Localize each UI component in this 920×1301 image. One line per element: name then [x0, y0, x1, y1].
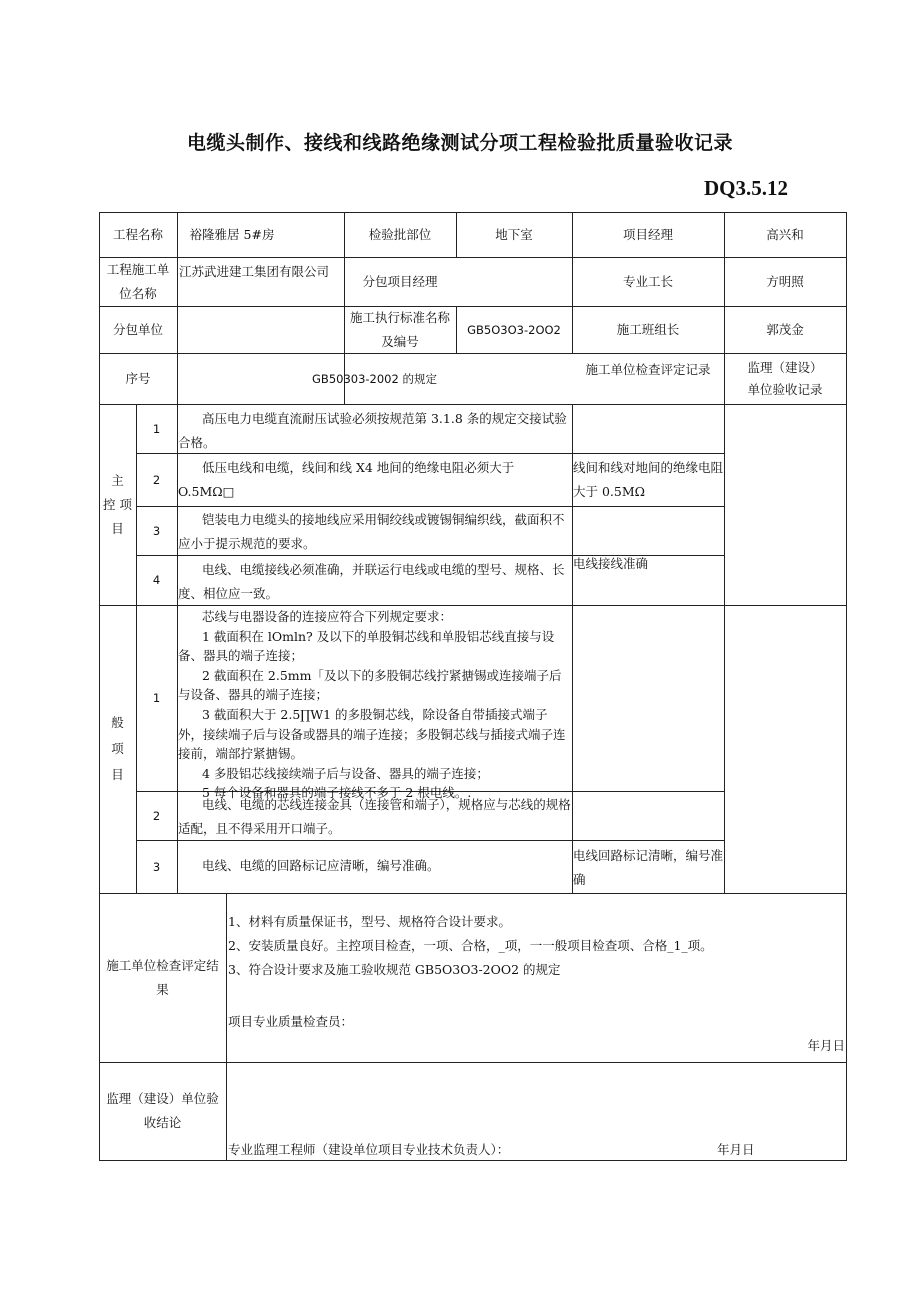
general-item-line: 4 多股铝芯线接续端子后与设备、器具的端子连接；: [202, 765, 489, 781]
document-code: DQ3.5.12: [704, 176, 788, 200]
general-item-line: 5 每个设备和器具的端子接线不多于 2 根电线。.: [202, 785, 472, 801]
general-item-line: 2 截面积在 2.5mm「及以下的多股铜芯线拧紧搪锡或连接端子后与设备、器具的端子连接；: [178, 667, 562, 703]
construction-check-header: 施工单位检查评定记录: [585, 362, 711, 377]
project-name: 裕隆雅居 5#房: [189, 226, 275, 242]
subcontractor: [177, 306, 344, 353]
main-item-no: 2: [152, 472, 161, 487]
main-item-text: 铠装电力电缆头的接地线应采用铜绞线或镀锡铜编织线，截面积不应小于提示规范的要求。: [178, 512, 565, 551]
general-item-line: 芯线与电器设备的连接应符合下列规定要求：: [202, 609, 453, 624]
sub-pm-label: 分包项目经理: [362, 273, 438, 289]
main-control-label: 主 控 项 目: [103, 472, 132, 536]
general-item-line: 3 截面积大于 2.5∏W1 的多股铜芯线，除设备自带插接式端子外，接续端子后与设备或器具的端子连接；多股铜芯线与插接式端子连接前，端部拧紧搪锡。: [178, 706, 566, 762]
inspect-part-label: 检验批部位: [368, 226, 432, 242]
grid-line: [136, 506, 724, 507]
general-item-text: 电线、电缆的回路标记应清晰，编号准确。: [202, 858, 440, 873]
general-item-no: 2: [152, 808, 161, 823]
grid-line: [226, 893, 227, 1160]
pm-label: 项目经理: [622, 226, 673, 242]
construction-result-date: 年月日: [807, 1038, 845, 1053]
project-name-label: 工程名称: [112, 226, 163, 242]
team-leader-label: 施工班组长: [616, 321, 680, 337]
main-item-record: 电线接线准确: [573, 556, 649, 571]
standard-label: 施工执行标准名称及编号: [349, 309, 450, 349]
subcontractor-label: 分包单位: [112, 321, 163, 337]
construction-result-body: [228, 910, 843, 982]
construction-result-label: 施工单位检查评定结果: [106, 957, 219, 997]
construction-result-line: 2、安装质量良好。主控项目检查，一项、合格，_项，一一般项目检查项、合格_1_项。: [228, 938, 713, 953]
general-item-no: 1: [152, 691, 161, 705]
main-item-text: 低压电线和电缆，线间和线 X4 地间的绝缘电阻必须大于 O.5MΩ□: [178, 460, 515, 499]
grid-line: [99, 404, 846, 405]
pm-name: 高兴和: [766, 226, 804, 242]
spec-header: GB50303-2002 的规定: [312, 371, 437, 386]
inspection-record-table: [99, 212, 846, 1160]
main-item-no: 3: [152, 523, 161, 538]
main-item-text: 电线、电缆接线必须准确，并联运行电线或电缆的型号、规格、长度、相位应一致。: [178, 562, 565, 601]
standard-code: GB5O3O3-2OO2: [467, 322, 561, 337]
grid-line: [136, 453, 724, 454]
contractor-name: 江苏武进建工集团有限公司: [179, 264, 330, 279]
main-item-record: 线间和线对地间的绝缘电阻大于 0.5MΩ: [573, 460, 724, 499]
seq-header: 序号: [125, 370, 151, 386]
sub-pm: [456, 257, 572, 306]
general-item-no: 3: [152, 859, 161, 874]
main-item-no: 4: [152, 573, 161, 587]
general-item-record: [573, 793, 723, 840]
quality-inspector-label: 项目专业质量检查员：: [228, 1014, 354, 1029]
supervision-result-date: 年月日: [717, 1142, 755, 1157]
main-item-record: [573, 407, 723, 453]
team-leader-name: 郭茂金: [766, 321, 804, 337]
main-item-record: [573, 508, 723, 555]
general-items-label: 般 项 目: [111, 715, 124, 782]
general-item-record: 电线回路标记清晰，编号准确: [573, 848, 724, 887]
contractor-label: 工程施工单位名称: [106, 261, 170, 301]
general-item-text: [177, 607, 572, 801]
main-item-no: 1: [152, 421, 161, 436]
general-item-record: [573, 607, 723, 791]
supervision-engineer-label: 专业监理工程师（建设单位项目专业技术负责人）：: [228, 1142, 510, 1157]
document-title: 电缆头制作、接线和线路绝缘测试分项工程检验批质量验收记录: [186, 132, 733, 154]
supervision-result-label: 监理（建设）单位验收结论: [106, 1091, 219, 1130]
foreman-label: 专业工长: [622, 273, 673, 289]
construction-result-line: 1、材料有质量保证书，型号、规格符合设计要求。: [228, 914, 511, 929]
general-item-line: 1 截面积在 lOmln? 及以下的单股铜芯线和单股铝芯线直接与设备、器具的端子连接；: [178, 628, 555, 664]
inspect-part: 地下室: [495, 226, 533, 242]
general-item-text: 电线、电缆的芯线连接金具（连接管和端子），规格应与芯线的规格适配，且不得采用开口端子。: [178, 797, 571, 836]
foreman-name: 方明照: [766, 273, 804, 289]
construction-result-line: 3、符合设计要求及施工验收规范 GB5O3O3-2OO2 的规定: [228, 962, 561, 977]
supervision-check-header: 监理（建设） 单位验收记录: [747, 359, 823, 397]
main-item-text: 高压电力电缆直流耐压试验必须按规范第 3.1.8 条的规定交接试验合格。: [178, 411, 567, 450]
